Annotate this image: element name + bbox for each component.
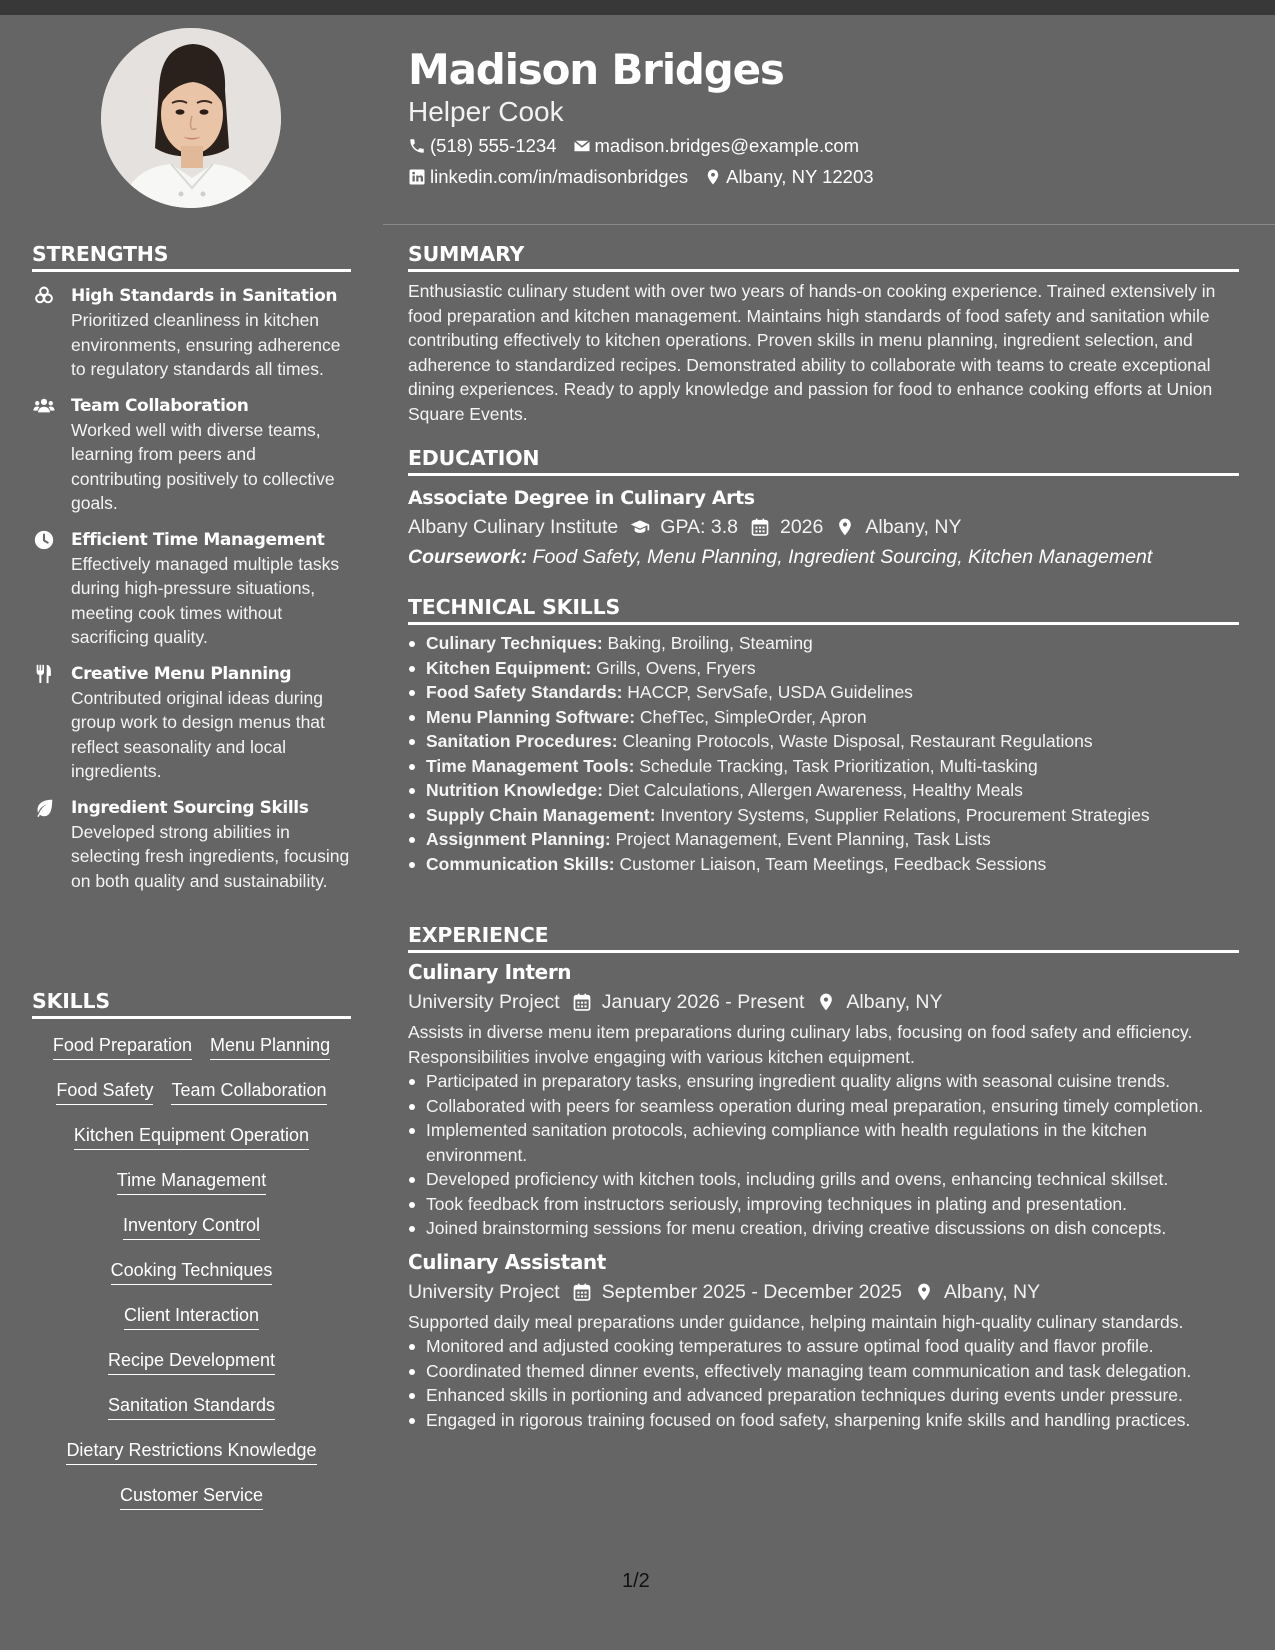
school-location: Albany, NY [865, 516, 962, 538]
skill-label: Supply Chain Management: [426, 804, 656, 825]
skills-section [32, 989, 351, 1522]
candidate-name: Madison Bridges [408, 45, 784, 94]
skill-row [32, 1387, 351, 1432]
skill-label: Culinary Techniques: [426, 633, 603, 653]
degree-title: Associate Degree in Culinary Arts [408, 487, 755, 509]
education-section [408, 446, 1239, 572]
skill-row [32, 1072, 351, 1117]
skill-tag: Customer Service [120, 1483, 263, 1510]
strength-description: Effectively managed multiple tasks during high-pressure situations, meeting cook times without sacrificing quality. [71, 553, 340, 647]
education-meta [408, 512, 1239, 542]
job-meta [408, 987, 1239, 1017]
skill-label: Sanitation Procedures: [426, 731, 618, 751]
technical-skills-section [408, 595, 1239, 876]
calendar-icon [750, 517, 770, 537]
graduation-cap-icon [630, 517, 650, 537]
skill-tag: Team Collaboration [171, 1078, 326, 1105]
job-description: Supported daily meal preparations under guidance, helping maintain high-quality culinary standards. [408, 1311, 1184, 1332]
skill-tag: Recipe Development [108, 1348, 275, 1375]
technical-skills-list [408, 631, 1239, 876]
skill-value: Cleaning Protocols, Waste Disposal, Restaurant Regulations [622, 731, 1093, 751]
map-pin-icon [835, 517, 855, 537]
skill-row [32, 1027, 351, 1072]
list-item [408, 680, 1239, 705]
skill-tag: Dietary Restrictions Knowledge [66, 1438, 316, 1465]
strength-title: High Standards in Sanitation [71, 286, 338, 306]
list-item: Took feedback from instructors seriously, improving techniques in plating and presentation. [408, 1192, 1239, 1217]
users-icon [33, 395, 55, 417]
calendar-icon [572, 992, 592, 1012]
school-name: Albany Culinary Institute [408, 516, 619, 538]
list-item: Joined brainstorming sessions for menu creation, driving creative discussions on dish concepts. [408, 1216, 1239, 1241]
job-bullets [408, 1069, 1239, 1241]
job-org: University Project [408, 991, 560, 1013]
skill-label: Menu Planning Software: [426, 706, 636, 727]
gpa-text: GPA: 3.8 [660, 516, 738, 538]
coursework-label: Coursework: [408, 546, 528, 568]
strengths-section [32, 242, 351, 893]
strength-item [32, 662, 351, 784]
linkedin-icon [408, 168, 426, 186]
experience-section [408, 923, 1239, 1432]
skill-value: Customer Liaison, Team Meetings, Feedback Sessions [619, 853, 1047, 874]
list-item: Collaborated with peers for seamless operation during meal preparation, ensuring timely completion. [408, 1094, 1239, 1119]
strength-item [32, 284, 351, 382]
job-dates: September 2025 - December 2025 [601, 1280, 902, 1303]
strength-title: Ingredient Sourcing Skills [71, 797, 309, 818]
job-title: Helper Cook [408, 96, 564, 127]
skill-tag: Client Interaction [124, 1303, 259, 1330]
job-org: University Project [408, 1280, 560, 1303]
skill-label: Time Management Tools: [426, 755, 635, 776]
skill-tag: Inventory Control [123, 1213, 260, 1240]
strength-description: Worked well with diverse teams, learning from peers and contributing positively to collective goals. [71, 419, 335, 513]
email-contact[interactable] [573, 134, 860, 158]
strength-item [32, 394, 351, 516]
skill-label: Nutrition Knowledge: [426, 780, 603, 800]
map-pin-icon [816, 992, 836, 1012]
skill-value: Project Management, Event Planning, Task Lists [615, 829, 991, 849]
education-heading: EDUCATION [408, 446, 1239, 476]
location-contact [704, 165, 873, 189]
summary-text: Enthusiastic culinary student with over two years of hands-on cooking experience. Trained extensively in food preparation and kitchen management. Maintains high standards of food safety and sanitation while contributing effectively to kitchen operations. Proven skills in menu planning, ingredient selection, and adherence to standardized recipes. Demonstrated ability to collaborate with teams to create exceptional dining experiences. Ready to apply knowledge and passion for food to enhance cooking efforts at Union Square Events. [408, 281, 1216, 424]
coursework [408, 542, 1239, 572]
profile-photo [101, 28, 281, 208]
strength-item [32, 528, 351, 650]
list-item [408, 705, 1239, 730]
phone-contact [408, 134, 557, 158]
list-item [408, 803, 1239, 828]
contact-line-2 [408, 165, 890, 189]
list-item [408, 778, 1239, 803]
job-location: Albany, NY [846, 991, 943, 1013]
skill-row [32, 1477, 351, 1522]
job-location: Albany, NY [943, 1280, 1041, 1303]
top-bar [0, 0, 1275, 15]
coursework-list: Food Safety, Menu Planning, Ingredient Sourcing, Kitchen Management [532, 546, 1153, 568]
skill-row [32, 1162, 351, 1207]
leaf-icon [33, 797, 55, 819]
strength-description: Contributed original ideas during group work to design menus that reflect seasonality and local ingredients. [71, 687, 325, 781]
experience-heading: EXPERIENCE [408, 923, 1239, 953]
list-item: Coordinated themed dinner events, effectively managing team communication and task delegation. [408, 1359, 1239, 1384]
strength-title: Efficient Time Management [71, 529, 325, 550]
skill-tag: Cooking Techniques [111, 1258, 273, 1285]
skills-heading: SKILLS [32, 989, 351, 1019]
list-item: Developed proficiency with kitchen tools, including grills and ovens, enhancing technical skillset. [408, 1167, 1239, 1192]
list-item [408, 656, 1239, 681]
skill-label: Assignment Planning: [426, 829, 611, 849]
summary-section [408, 242, 1239, 426]
graduation-year: 2026 [779, 516, 824, 538]
skill-tag: Food Preparation [53, 1033, 192, 1060]
job-entry [408, 1247, 1239, 1433]
clock-icon [33, 529, 55, 551]
skill-tags [32, 1027, 351, 1522]
skill-value: Schedule Tracking, Task Prioritization, Multi-tasking [639, 755, 1038, 776]
skill-row [32, 1207, 351, 1252]
list-item: Implemented sanitation protocols, achieving compliance with health regulations in the kitchen environment. [408, 1118, 1239, 1167]
strength-description: Developed strong abilities in selecting fresh ingredients, focusing on both quality and sustainability. [71, 821, 350, 891]
skill-row [32, 1342, 351, 1387]
email-text: madison.bridges@example.com [594, 135, 860, 156]
list-item [408, 729, 1239, 754]
page-number: 1/2 [622, 1570, 650, 1592]
job-title: Culinary Intern [408, 960, 572, 984]
list-item [408, 754, 1239, 779]
linkedin-contact[interactable] [408, 165, 688, 189]
list-item [408, 852, 1239, 877]
skill-tag: Sanitation Standards [108, 1393, 275, 1420]
strength-title: Team Collaboration [71, 395, 249, 416]
location-text: Albany, NY 12203 [726, 166, 874, 187]
skill-label: Food Safety Standards: [426, 682, 623, 702]
calendar-icon [572, 1282, 592, 1302]
phone-text: (518) 555-1234 [430, 135, 557, 156]
skill-label: Kitchen Equipment: [426, 657, 592, 678]
biohazard-icon [33, 285, 55, 307]
list-item [408, 631, 1239, 656]
skill-value: Inventory Systems, Supplier Relations, Procurement Strategies [660, 804, 1150, 825]
job-title: Culinary Assistant [408, 1249, 606, 1274]
skill-value: Baking, Broiling, Steaming [607, 633, 813, 653]
skill-label: Communication Skills: [426, 853, 615, 874]
skill-value: Grills, Ovens, Fryers [596, 657, 756, 678]
list-item [408, 827, 1239, 852]
job-meta [408, 1277, 1239, 1307]
map-pin-icon [704, 168, 722, 186]
skill-tag: Kitchen Equipment Operation [74, 1123, 309, 1150]
phone-icon [408, 137, 426, 155]
skill-row [32, 1297, 351, 1342]
linkedin-text: linkedin.com/in/madisonbridges [430, 166, 689, 187]
list-item: Enhanced skills in portioning and advanced preparation techniques during events under pressure. [408, 1383, 1239, 1408]
summary-heading: SUMMARY [408, 242, 1239, 272]
job-description: Assists in diverse menu item preparations during culinary labs, focusing on food safety and efficiency. Responsibilities involve engaging with various kitchen equipment. [408, 1022, 1193, 1067]
contact-line-1 [408, 134, 875, 158]
skill-tag: Time Management [117, 1168, 266, 1195]
skill-row [32, 1252, 351, 1297]
job-bullets [408, 1334, 1239, 1432]
strength-title: Creative Menu Planning [71, 663, 292, 684]
envelope-icon [573, 137, 591, 155]
utensils-icon [33, 663, 55, 685]
map-pin-icon [914, 1282, 934, 1302]
list-item: Monitored and adjusted cooking temperatures to assure optimal food quality and flavor profile. [408, 1334, 1239, 1359]
strength-item [32, 796, 351, 894]
strength-description: Prioritized cleanliness in kitchen environments, ensuring adherence to regulatory standards all times. [71, 310, 341, 379]
skill-row [32, 1432, 351, 1477]
header-divider [383, 224, 1275, 225]
skill-row [32, 1117, 351, 1162]
skill-tag: Menu Planning [210, 1033, 330, 1060]
strengths-heading: STRENGTHS [32, 242, 351, 272]
skill-value: Diet Calculations, Allergen Awareness, Healthy Meals [607, 780, 1023, 800]
skill-tag: Food Safety [56, 1078, 153, 1105]
list-item: Engaged in rigorous training focused on food safety, sharpening knife skills and handling practices. [408, 1408, 1239, 1433]
technical-skills-heading: TECHNICAL SKILLS [408, 595, 1239, 625]
job-dates: January 2026 - Present [601, 991, 805, 1013]
skill-value: HACCP, ServSafe, USDA Guidelines [627, 682, 913, 702]
job-entry [408, 957, 1239, 1241]
list-item: Participated in preparatory tasks, ensuring ingredient quality aligns with seasonal cuisine trends. [408, 1069, 1239, 1094]
skill-value: ChefTec, SimpleOrder, Apron [639, 706, 867, 727]
